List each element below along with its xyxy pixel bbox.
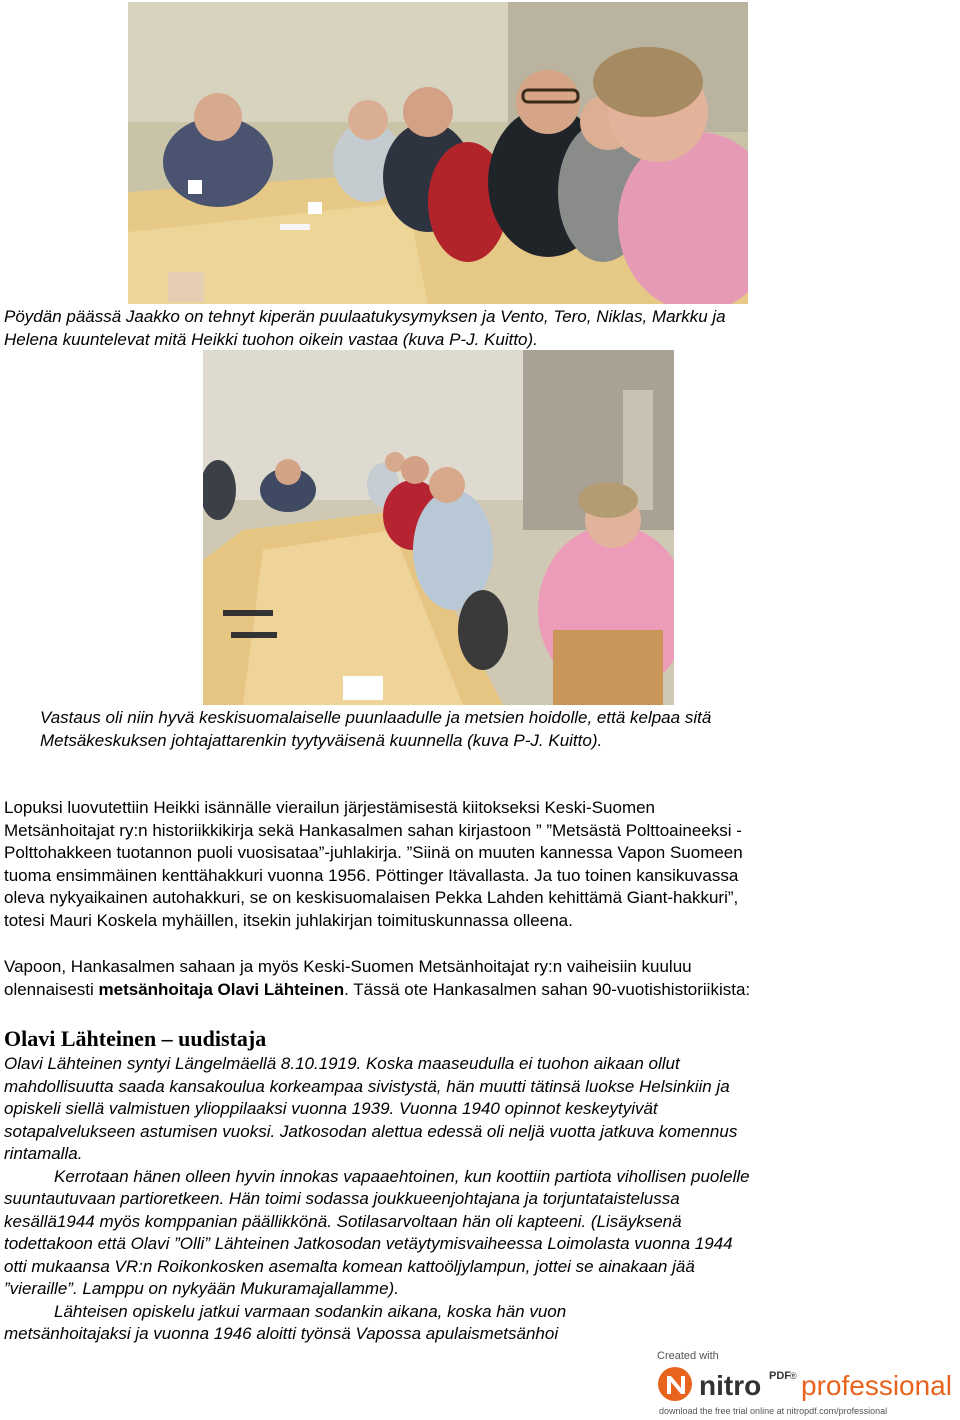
intro-text-post: . Tässä ote Hankasalmen sahan 90-vuotishistoriikista:	[344, 979, 751, 999]
watermark-brand-suffix: professional	[801, 1370, 952, 1401]
paragraph-gift-line: Metsänhoitajat ry:n historiikkikirja sekä Hankasalmen sahan kirjastoon ” ”Metsästä Polttoaineeksi -	[4, 820, 742, 840]
article-line: Lähteisen opiskelu jatkui varmaan sodankin aikana, koska hän vuon	[54, 1301, 567, 1321]
watermark-brand-pdf: PDF	[769, 1370, 791, 1382]
article-line: suuntautuvaan partioretkeen. Hän toimi sodassa joukkueenjohtajana ja torjuntataistelussa	[4, 1189, 680, 1208]
article-line: otti mukaansa VR:n Roikonkosken asemalta komean kattoöljylampun, jottei se ainakaan jää	[4, 1256, 695, 1276]
article-line: ”vieraille”. Lamppu on nykyään Mukuramajallamme).	[4, 1279, 399, 1298]
caption-2-line-2: Metsäkeskuksen johtajattarenkin tyytyväisenä kuunnella (kuva P-J. Kuitto).	[40, 730, 603, 750]
caption-1-line-1: Pöydän päässä Jaakko on tehnyt kiperän puulaatukysymyksen ja Vento, Tero, Niklas, Markku ja	[4, 307, 726, 326]
paragraph-intro-line-2	[4, 979, 750, 1002]
article-line: kesällä1944 myös komppanian päällikkönä. Sotilasarvoltaan hän oli kapteeni. (Lisäyksenä	[4, 1211, 682, 1231]
caption-2-line-1: Vastaus oli niin hyvä keskisuomalaiselle puunlaadulle ja metsien hoidolle, että kelpaa sitä	[40, 708, 712, 727]
paragraph-gift-line: totesi Mauri Koskela myhäillen, itsekin juhlakirjan toimituskunnassa olleena.	[4, 910, 573, 930]
article-line: Kerrotaan hänen olleen hyvin innokas vapaaehtoinen, kun koottiin partiota vihollisen puolelle	[54, 1166, 750, 1186]
intro-text-pre: olennaisesti	[4, 979, 99, 999]
photo-caption-2	[40, 707, 711, 752]
article-line: sotapalvelukseen astumisen vuoksi. Jatkosodan alettua edessä oli neljä vuotta jatkuva komennus	[4, 1121, 738, 1141]
paragraph-gift-line: tuoma ensimmäinen kenttähakkuri vuonna 1956. Pöttinger Itävallasta. Ja tuo toinen kansikuvassa	[4, 865, 739, 885]
watermark-download-text: download the free trial online at nitropdf.com/professional	[659, 1406, 888, 1416]
paragraph-gift	[4, 797, 743, 932]
article-line: todettakoon että Olavi ”Olli” Lähteinen Jatkosodan vetäytymisvaiheessa Loimolasta vuonna 1944	[4, 1234, 733, 1253]
article-line: opiskeli siellä valmistuen ylioppilaaksi vuonna 1939. Vuonna 1940 opinnot keskeytyivät	[4, 1099, 658, 1118]
article-line: Olavi Lähteinen syntyi Längelmäellä 8.10.1919. Koska maaseudulla ei tuohon aikaan ollut	[4, 1054, 680, 1073]
watermark-brand-reg: ®	[790, 1371, 797, 1381]
watermark-created-with: Created with	[657, 1350, 719, 1362]
nitro-logo-icon	[657, 1364, 957, 1404]
paragraph-intro-line-1: Vapoon, Hankasalmen sahaan ja myös Keski-Suomen Metsänhoitajat ry:n vaiheisiin kuuluu	[4, 957, 692, 976]
article-line: mahdollisuutta saada kansakoulua korkeampaa sivistystä, hän muutti tätinsä luokse Helsinkiin ja	[4, 1076, 730, 1096]
article-heading: Olavi Lähteinen – uudistaja	[4, 1026, 267, 1051]
watermark-brand: nitro	[699, 1370, 762, 1401]
article-line: metsänhoitajaksi ja vuonna 1946 aloitti työnsä Vapossa apulaismetsänhoi	[4, 1324, 559, 1343]
meeting-photo-2	[203, 350, 674, 705]
paragraph-intro	[4, 956, 750, 1001]
paragraph-gift-line: Polttohakkeen tuotannon puoli vuosisataa”-juhlakirja. ”Siinä on muuten kannessa Vapon Suomeen	[4, 843, 743, 862]
intro-name-bold: metsänhoitaja Olavi Lähteinen	[98, 979, 345, 999]
photo-caption-1	[4, 306, 726, 351]
meeting-photo-1	[128, 2, 748, 304]
nitro-pdf-watermark	[645, 1300, 960, 1420]
paragraph-gift-line: Lopuksi luovutettiin Heikki isännälle vierailun järjestämisestä kiitokseksi Keski-Suomen	[4, 798, 656, 817]
paragraph-gift-line: oleva nykyaikainen autohakkuri, se on keskisuomalaisen Pekka Lahden kehittämä Giant-hakkuri”,	[4, 888, 739, 907]
article-line: rintamalla.	[4, 1144, 83, 1163]
caption-1-line-2: Helena kuuntelevat mitä Heikki tuohon oikein vastaa (kuva P-J. Kuitto).	[4, 329, 538, 349]
